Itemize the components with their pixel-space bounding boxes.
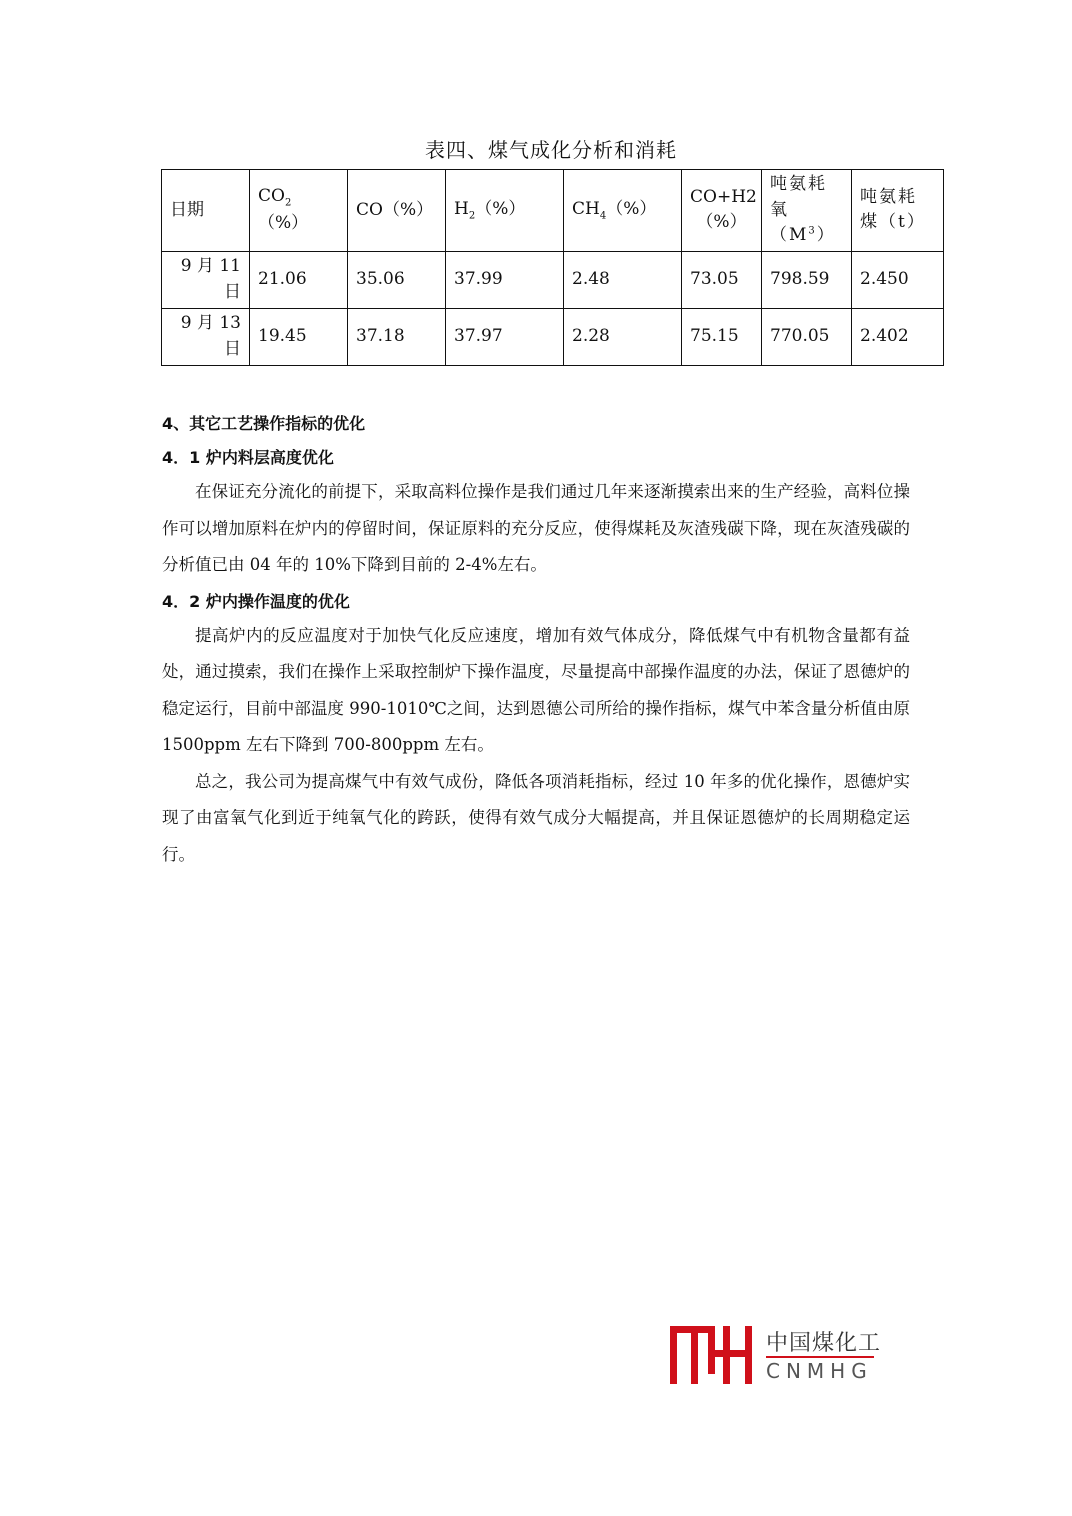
header-co: CO（%） xyxy=(348,170,446,252)
cell-co2: 21.06 xyxy=(250,251,348,308)
cell-date: 9 月 11 日 xyxy=(162,251,250,308)
section-4-2-heading: 4．2 炉内操作温度的优化 xyxy=(162,591,350,611)
cell-date: 9 月 13 日 xyxy=(162,308,250,365)
header-oxygen-consumption: 吨氨耗 氧$(M^3)$ xyxy=(762,170,852,252)
table-row xyxy=(162,308,944,365)
section-4-heading: 4、其它工艺操作指标的优化 xyxy=(162,414,366,433)
cnmhg-logo xyxy=(668,1322,898,1388)
cell-co: 37.18 xyxy=(348,308,446,365)
cell-co-h2: 75.15 xyxy=(682,308,762,365)
header-co2: $CO_2(\%)$ xyxy=(250,170,348,252)
table-header-row xyxy=(162,170,944,252)
gas-analysis-table xyxy=(161,169,944,366)
cell-co-h2: 73.05 xyxy=(682,251,762,308)
table-row xyxy=(162,251,944,308)
cell-coal-consumption: 2.450 xyxy=(852,251,944,308)
section-4-2-paragraph: 提高炉内的反应温度对于加快气化反应速度，增加有效气体成分，降低煤气中有机物含量都有益处，通过摸索，我们在操作上采取控制炉下操作温度，尽量提高中部操作温度的办法，保证了恩德炉的稳定运行，目前中部温度 990-1010℃之间，达到恩德公司所给的操作指标，煤气中苯含量分析值由原 1500ppm 左右下降到 700-800ppm 左右。 xyxy=(162,625,910,754)
cell-ch4: 2.28 xyxy=(564,308,682,365)
cell-h2: 37.97 xyxy=(446,308,564,365)
cell-h2: 37.99 xyxy=(446,251,564,308)
logo-chinese-text: 中国煤化工 xyxy=(766,1331,882,1356)
mh-logo-icon xyxy=(668,1324,758,1386)
table-title: 表四、煤气成化分析和消耗 xyxy=(425,138,677,162)
section-4-1-heading: 4．1 炉内料层高度优化 xyxy=(162,448,334,467)
header-h2: $H_2(\%)$ xyxy=(446,170,564,252)
header-co-h2: CO+H2 （%） xyxy=(682,170,762,252)
header-ch4: $CH_4(\%)$ xyxy=(564,170,682,252)
logo-english-text: CNMHG xyxy=(766,1359,873,1383)
section-4-1-paragraph: 在保证充分流化的前提下，采取高料位操作是我们通过几年来逐渐摸索出来的生产经验，高料位操作可以增加原料在炉内的停留时间，保证原料的充分反应，使得煤耗及灰渣残碳下降，现在灰渣残碳的分析值已由 04 年的 10%下降到目前的 2-4%左右。 xyxy=(162,482,910,574)
cell-co2: 19.45 xyxy=(250,308,348,365)
cell-co: 35.06 xyxy=(348,251,446,308)
logo-divider xyxy=(766,1356,874,1358)
cell-oxygen-consumption: 770.05 xyxy=(762,308,852,365)
header-date: 日期 xyxy=(162,170,250,252)
cell-ch4: 2.48 xyxy=(564,251,682,308)
document-body xyxy=(162,406,910,873)
header-coal-consumption: 吨氨耗 煤（t） xyxy=(852,170,944,252)
cell-oxygen-consumption: 798.59 xyxy=(762,251,852,308)
summary-paragraph: 总之，我公司为提高煤气中有效气成份，降低各项消耗指标，经过 10 年多的优化操作，恩德炉实现了由富氧气化到近于纯氧气化的跨跃，使得有效气成分大幅提高，并且保证恩德炉的长周期稳定运行。 xyxy=(162,771,910,864)
cell-coal-consumption: 2.402 xyxy=(852,308,944,365)
